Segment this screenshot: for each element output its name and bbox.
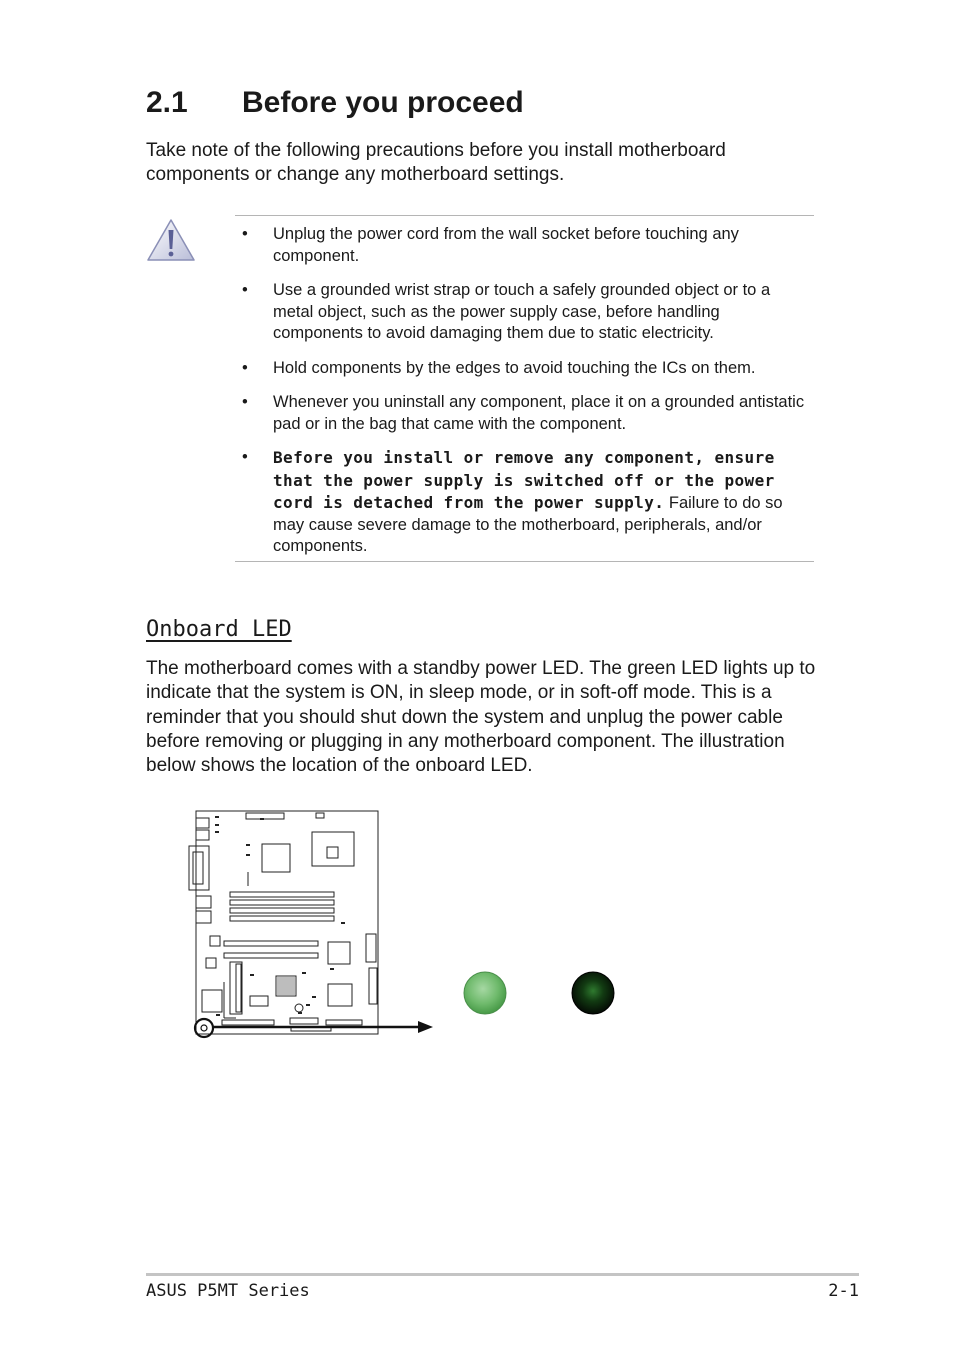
caution-notes xyxy=(235,215,814,562)
caution-item-text-rest: Failure to do so may cause severe damage to the motherboard, peripherals, and/or components. xyxy=(273,494,783,555)
onboard-led-heading: Onboard LED xyxy=(146,617,292,642)
bullet: • xyxy=(242,281,248,299)
caution-item-text: Use a grounded wrist strap or touch a safely grounded object or to a metal object, such as the power supply case, before handling components to avoid damaging them due to static electricity. xyxy=(273,281,771,342)
caution-emphasis: Before you install or remove any component, ensure that the power supply is switched off or the power cord is detached from the power supply. xyxy=(273,448,775,512)
caution-item-text: Whenever you uninstall any component, place it on a grounded antistatic pad or in the bag that came with the component. xyxy=(273,393,805,433)
motherboard-layout-icon xyxy=(186,808,436,1040)
page-number: 2-1 xyxy=(828,1281,859,1301)
footer-divider xyxy=(146,1273,859,1276)
section-title: Before you proceed xyxy=(242,86,524,119)
led-on-icon xyxy=(462,970,508,1016)
caution-item-text: Unplug the power cord from the wall socket before touching any component. xyxy=(273,225,739,265)
footer-product-name: ASUS P5MT Series xyxy=(146,1281,310,1301)
bullet: • xyxy=(242,393,248,411)
led-off-icon xyxy=(570,970,616,1016)
caution-item-text xyxy=(273,447,810,558)
bullet: • xyxy=(242,448,248,466)
bullet: • xyxy=(242,359,248,377)
section-number: 2.1 xyxy=(146,86,188,119)
caution-item-text: Hold components by the edges to avoid touching the ICs on them. xyxy=(273,359,756,377)
intro-paragraph: Take note of the following precautions before you install motherboard components or change any motherboard settings. xyxy=(146,140,726,185)
caution-triangle-icon xyxy=(146,218,196,262)
bullet: • xyxy=(242,225,248,243)
onboard-led-paragraph: The motherboard comes with a standby power LED. The green LED lights up to indicate that the system is ON, in sleep mode, or in soft-off mode. This is a reminder that you should shut down the system and unplug the power cable before removing or plugging in any motherboard component. The illustration below shows the location of the onboard LED. xyxy=(146,658,816,777)
section-heading xyxy=(146,86,524,120)
